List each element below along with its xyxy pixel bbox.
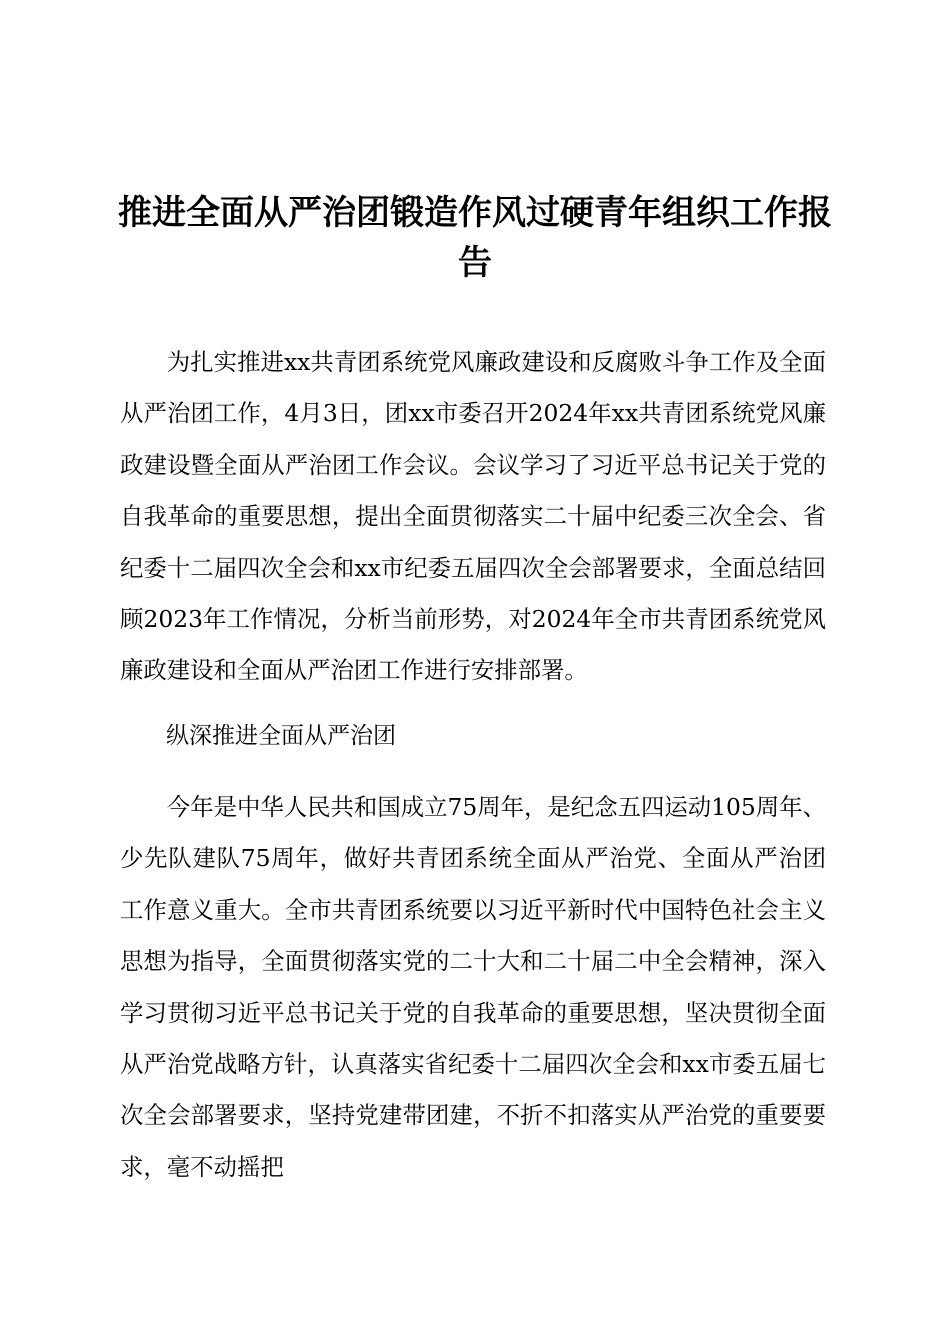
document-title: 推进全面从严治团锻造作风过硬青年组织工作报告 bbox=[118, 193, 832, 283]
body-paragraph-1: 为扎实推进xx共青团系统党风廉政建设和反腐败斗争工作及全面从严治团工作，4月3日，团xx市委召开2024年xx共青团系统党风廉政建设暨全面从严治团工作会议。会议学习了习近平总书记关于党的自我革命的重要思想，提出全面贯彻落实二十届中纪委三次全会、省纪委十二届四次全会和xx市纪委五届四次全会部署要求，全面总结回顾2023年工作情况，分析当前形势，对2024年全市共青团系统党风廉政建设和全面从严治团工作进行安排部署。 bbox=[120, 348, 826, 685]
section-heading: 纵深推进全面从严治团 bbox=[166, 723, 396, 749]
body-paragraph-2: 今年是中华人民共和国成立75周年，是纪念五四运动105周年、少先队建队75周年，做好共青团系统全面从严治党、全面从严治团工作意义重大。全市共青团系统要以习近平新时代中国特色社会主义思想为指导，全面贯彻落实党的二十大和二十届二中全会精神，深入学习贯彻习近平总书记关于党的自我革命的重要思想，坚决贯彻全面从严治党战略方针，认真落实省纪委十二届四次全会和xx市委五届七次全会部署要求，坚持党建带团建，不折不扣落实从严治党的重要要求，毫不动摇把 bbox=[120, 793, 826, 1181]
